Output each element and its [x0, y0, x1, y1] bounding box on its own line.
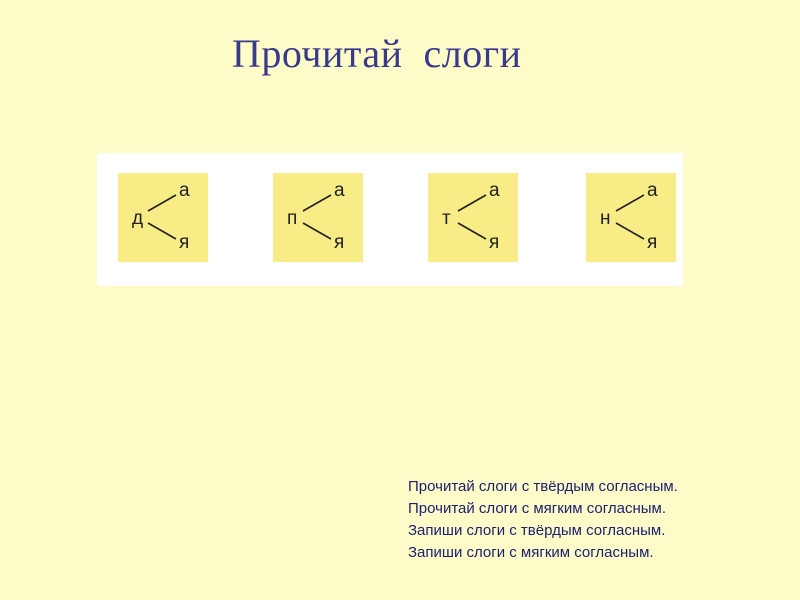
syllable-card-p: [273, 173, 363, 262]
page-title: Прочитай слоги: [232, 31, 522, 76]
syllable-cards-strip: [97, 153, 683, 286]
consonant-letter: п: [287, 208, 298, 229]
syllable-card-d: [118, 173, 208, 262]
task-item: Прочитай слоги с мягким согласным.: [408, 500, 666, 517]
vowel-top-letter: а: [334, 180, 345, 201]
syllable-card-t: [428, 173, 518, 262]
consonant-letter: т: [442, 208, 451, 229]
vowel-bottom-letter: я: [489, 232, 500, 253]
consonant-letter: н: [600, 208, 611, 229]
vowel-bottom-letter: я: [334, 232, 345, 253]
vowel-top-letter: а: [489, 180, 500, 201]
task-item: Запиши слоги с мягким согласным.: [408, 544, 654, 561]
task-item: Запиши слоги с твёрдым согласным.: [408, 522, 666, 539]
vowel-bottom-letter: я: [179, 232, 190, 253]
vowel-top-letter: а: [647, 180, 658, 201]
syllable-card-n: [586, 173, 676, 262]
vowel-top-letter: а: [179, 180, 190, 201]
consonant-letter: д: [132, 208, 144, 229]
vowel-bottom-letter: я: [647, 232, 658, 253]
task-list: [408, 476, 678, 564]
task-item: Прочитай слоги с твёрдым согласным.: [408, 478, 678, 495]
